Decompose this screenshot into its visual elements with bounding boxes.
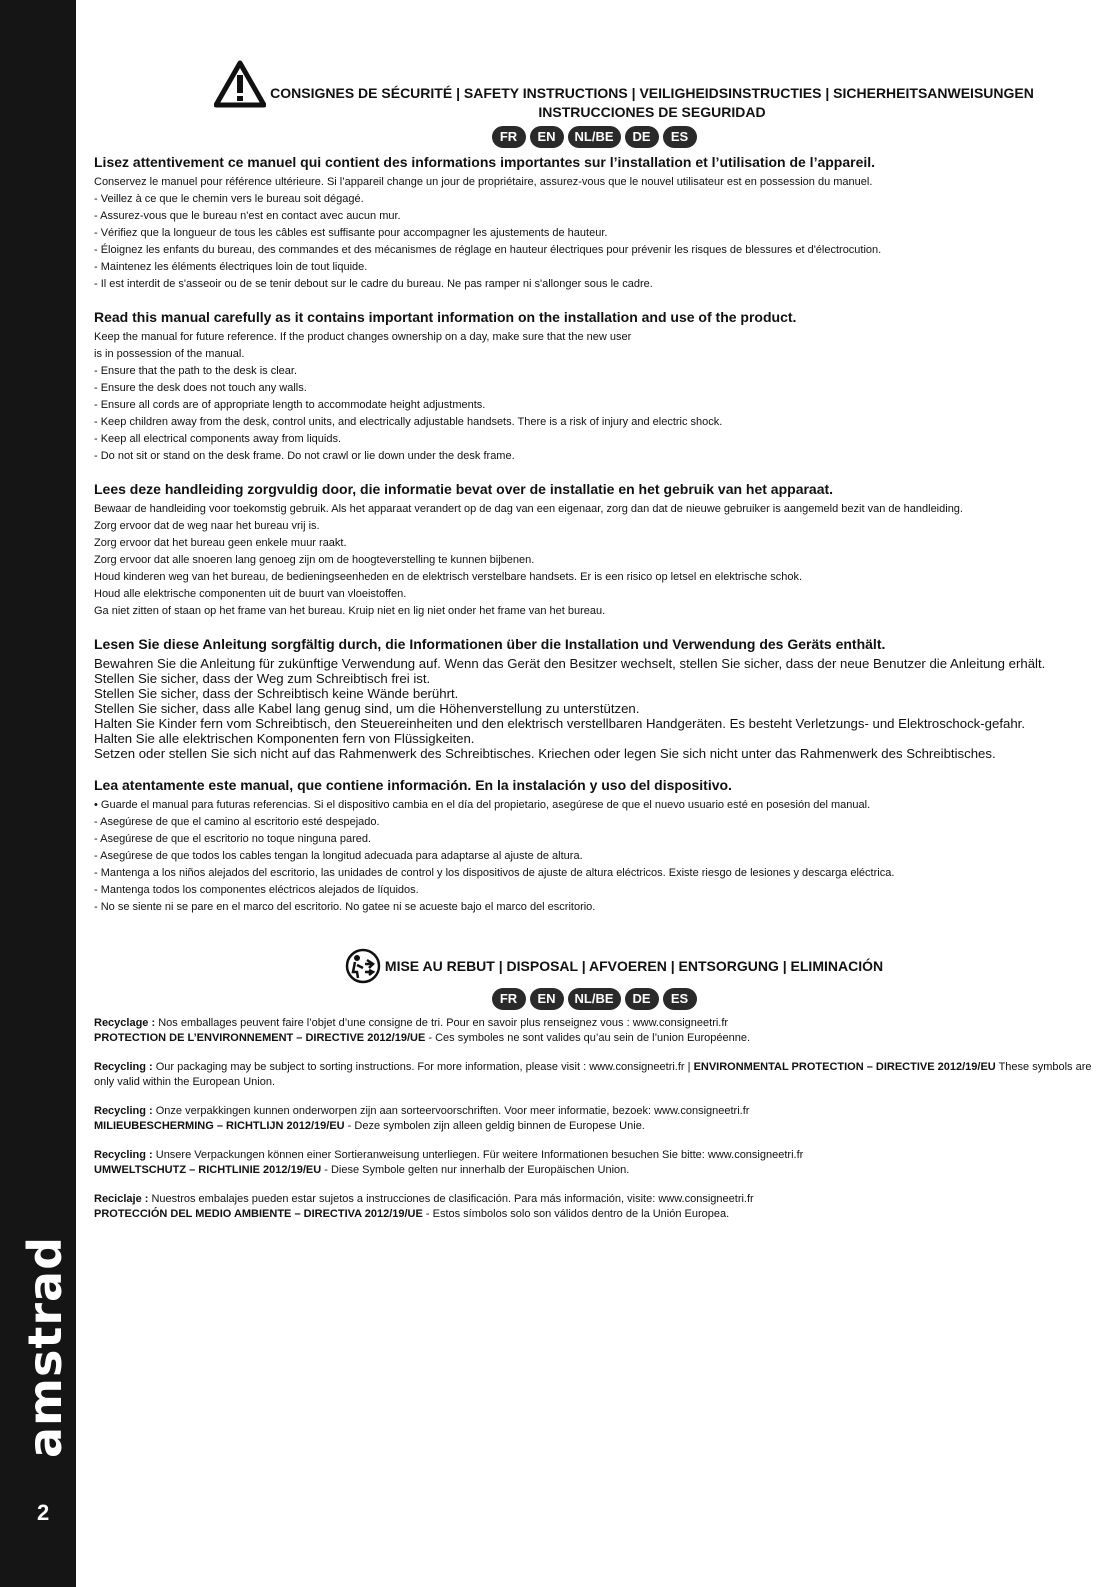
- section-heading: Read this manual carefully as it contains important information on the installation and use of the product.: [94, 309, 797, 325]
- directive-note: - Deze symbolen zijn alleen geldig binnen de Europese Unie.: [344, 1120, 645, 1132]
- recycling-block-en: [94, 1060, 1094, 1090]
- brand-logo: amstrad: [18, 1236, 72, 1458]
- instruction-line: Houd kinderen weg van het bureau, de bedieningseenheden en de elektrisch verstelbare handsets. Er is een risico op letsel en elektrische schok.: [94, 571, 803, 583]
- section-heading: Lees deze handleiding zorgvuldig door, die informatie bevat over de installatie en het gebruik van het apparaat.: [94, 481, 834, 497]
- instruction-line: - Mantenga a los niños alejados del escritorio, las unidades de control y los dispositivos de ajuste de altura eléctricos. Existe riesgo de lesiones y descarga eléctrica.: [94, 867, 895, 879]
- lang-badge-nlbe: NL/BE: [568, 988, 621, 1010]
- recycling-text: Onze verpakkingen kunnen onderworpen zijn aan sorteervoorschriften. Voor meer informatie, bezoek: www.consigneetri.fr: [152, 1105, 750, 1117]
- instruction-line: - Ensure the desk does not touch any walls.: [94, 382, 307, 394]
- instruction-line: - Éloignez les enfants du bureau, des commandes et des mécanismes de réglage en hauteur électriques pour prévenir les risques de blessures et d'électrocution.: [94, 244, 882, 256]
- recycling-block-nl: [94, 1104, 1094, 1134]
- directive-text: PROTECCIÓN DEL MEDIO AMBIENTE – DIRECTIVA 2012/19/UE: [94, 1208, 423, 1220]
- instruction-line: - Maintenez les éléments électriques loin de tout liquide.: [94, 261, 368, 273]
- directive-text: ENVIRONMENTAL PROTECTION – DIRECTIVE 2012/19/EU: [693, 1061, 996, 1073]
- section-nl: [94, 481, 1094, 620]
- page-content: [94, 60, 1094, 1236]
- instruction-line: is in possession of the manual.: [94, 348, 245, 360]
- instruction-line: - Asegúrese de que el escritorio no toque ninguna pared.: [94, 833, 372, 845]
- lang-badge-en: EN: [530, 988, 564, 1010]
- directive-note: - Ces symboles ne sont valides qu’au sein de l’union Européenne.: [425, 1032, 750, 1044]
- instruction-line: Keep the manual for future reference. If the product changes ownership on a day, make sure that the new user: [94, 331, 632, 343]
- recycling-label: Recycling :: [94, 1105, 153, 1117]
- directive-text: MILIEUBESCHERMING – RICHTLIJN 2012/19/EU: [94, 1120, 345, 1132]
- instruction-line: - Assurez-vous que le bureau n'est en contact avec aucun mur.: [94, 210, 401, 222]
- directive-text: PROTECTION DE L’ENVIRONNEMENT – DIRECTIVE 2012/19/UE: [94, 1032, 426, 1044]
- lang-badge-nlbe: NL/BE: [568, 126, 621, 148]
- instruction-line: Ga niet zitten of staan op het frame van het bureau. Kruip niet en lig niet onder het frame van het bureau.: [94, 605, 606, 617]
- recycling-label: Recycling :: [94, 1061, 153, 1073]
- instruction-line: Bewahren Sie die Anleitung für zukünftige Verwendung auf. Wenn das Gerät den Besitzer wechselt, stellen Sie sicher, dass der neue Benutzer die Anleitung erhält.: [94, 656, 1046, 671]
- section-de: [94, 636, 1094, 761]
- lang-badge-fr: FR: [492, 988, 526, 1010]
- instruction-line: Stellen Sie sicher, dass alle Kabel lang genug sind, um die Höhenverstellung zu unterstützen.: [94, 701, 640, 716]
- instruction-line: - Il est interdit de s'asseoir ou de se tenir debout sur le cadre du bureau. Ne pas ramper ni s'allonger sous le cadre.: [94, 278, 653, 290]
- recycling-text: Nos emballages peuvent faire l’objet d’une consigne de tri. Pour en savoir plus renseignez vous : www.consigneetri.fr: [155, 1017, 729, 1029]
- recycling-block-fr: [94, 1016, 1094, 1046]
- directive-text: UMWELTSCHUTZ – RICHTLINIE 2012/19/EU: [94, 1164, 322, 1176]
- section-heading: Lea atentamente este manual, que contiene información. En la instalación y uso del dispositivo.: [94, 777, 732, 793]
- safety-title-line1: CONSIGNES DE SÉCURITÉ | SAFETY INSTRUCTIONS | VEILIGHEIDSINSTRUCTIES | SICHERHEITSANWEISUNGEN: [270, 85, 1034, 101]
- warning-icon: [214, 60, 266, 108]
- page-number: 2: [37, 1500, 50, 1525]
- instruction-line: - Ensure all cords are of appropriate length to accommodate height adjustments.: [94, 399, 486, 411]
- safety-language-badges: [94, 126, 1094, 148]
- section-heading: Lesen Sie diese Anleitung sorgfältig durch, die Informationen über die Installation und Verwendung des Geräts enthält.: [94, 636, 886, 652]
- recycling-label: Reciclaje :: [94, 1193, 149, 1205]
- instruction-line: - No se siente ni se pare en el marco del escritorio. No gatee ni se acueste bajo el marco del escritorio.: [94, 901, 596, 913]
- instruction-line: Zorg ervoor dat het bureau geen enkele muur raakt.: [94, 537, 347, 549]
- instruction-line: - Vérifiez que la longueur de tous les câbles est suffisante pour accompagner les ajustements de hauteur.: [94, 227, 608, 239]
- instruction-line: - Asegúrese de que el camino al escritorio esté despejado.: [94, 816, 380, 828]
- lang-badge-en: EN: [530, 126, 564, 148]
- lang-badge-de: DE: [625, 988, 659, 1010]
- sidebar: [0, 0, 76, 1587]
- instruction-line: Setzen oder stellen Sie sich nicht auf das Rahmenwerk des Schreibtisches. Kriechen oder legen Sie sich nicht unter das Rahmenwerk des Schreibtisches.: [94, 746, 996, 761]
- section-es: [94, 777, 1094, 916]
- instruction-line: - Keep all electrical components away from liquids.: [94, 433, 342, 445]
- lang-badge-es: ES: [663, 126, 697, 148]
- instruction-line: Stellen Sie sicher, dass der Schreibtisch keine Wände berührt.: [94, 686, 459, 701]
- instruction-line: - Asegúrese de que todos los cables tengan la longitud adecuada para adaptarse al ajuste de altura.: [94, 850, 583, 862]
- instruction-line: Stellen Sie sicher, dass der Weg zum Schreibtisch frei ist.: [94, 671, 431, 686]
- instruction-line: Halten Sie alle elektrischen Komponenten fern von Flüssigkeiten.: [94, 731, 475, 746]
- directive-note: These symbols are only valid within the European Union.: [94, 1061, 1092, 1088]
- lang-badge-fr: FR: [492, 126, 526, 148]
- disposal-title: MISE AU REBUT | DISPOSAL | AFVOEREN | ENTSORGUNG | ELIMINACIÓN: [384, 958, 884, 974]
- instruction-line: - Keep children away from the desk, control units, and electrically adjustable handsets. There is a risk of injury and electric shock.: [94, 416, 723, 428]
- directive-note: - Diese Symbole gelten nur innerhalb der Europäischen Union.: [321, 1164, 630, 1176]
- instruction-line: - Veillez à ce que le chemin vers le bureau soit dégagé.: [94, 193, 364, 205]
- section-heading: Lisez attentivement ce manuel qui contient des informations importantes sur l’installation et l’utilisation de l’appareil.: [94, 154, 876, 170]
- safety-header: [154, 60, 1094, 122]
- recycling-text: Nuestros embalajes pueden estar sujetos a instrucciones de clasificación. Para más información, visite: www.consigneetri.fr: [148, 1193, 754, 1205]
- disposal-language-badges: [94, 988, 1094, 1010]
- triman-recycle-icon: [345, 948, 381, 984]
- instruction-line: Halten Sie Kinder fern vom Schreibtisch, den Steuereinheiten und den elektrisch verstellbaren Handgeräten. Es besteht Verletzungs- und Elektroschock-gefahr.: [94, 716, 1025, 731]
- instruction-line: Zorg ervoor dat alle snoeren lang genoeg zijn om de hoogteverstelling te kunnen bijbenen.: [94, 554, 535, 566]
- recycling-label: Recyclage :: [94, 1017, 156, 1029]
- recycling-label: Recycling :: [94, 1149, 153, 1161]
- lang-badge-es: ES: [663, 988, 697, 1010]
- instruction-line: Zorg ervoor dat de weg naar het bureau vrij is.: [94, 520, 320, 532]
- recycling-block-de: [94, 1148, 1094, 1178]
- safety-title-line2: INSTRUCCIONES DE SEGURIDAD: [538, 104, 766, 120]
- instruction-line: Conservez le manuel pour référence ultérieure. Si l’appareil change un jour de propriétaire, assurez-vous que le nouvel utilisateur est en possession du manuel.: [94, 176, 873, 188]
- directive-note: - Estos símbolos solo son válidos dentro de la Unión Europea.: [422, 1208, 730, 1220]
- lang-badge-de: DE: [625, 126, 659, 148]
- instruction-line: - Mantenga todos los componentes eléctricos alejados de líquidos.: [94, 884, 419, 896]
- recycling-text: Unsere Verpackungen können einer Sortieranweisung unterliegen. Für weitere Informationen besuchen Sie bitte: www.consigneetri.fr: [152, 1149, 804, 1161]
- section-en: [94, 309, 1094, 465]
- instruction-line: • Guarde el manual para futuras referencias. Si el dispositivo cambia en el día del propietario, asegúrese de que el nuevo usuario esté en posesión del manual.: [94, 799, 871, 811]
- disposal-header: [134, 948, 1094, 984]
- recycling-block-es: [94, 1192, 1094, 1222]
- instruction-line: - Ensure that the path to the desk is clear.: [94, 365, 298, 377]
- instruction-line: - Do not sit or stand on the desk frame. Do not crawl or lie down under the desk frame.: [94, 450, 515, 462]
- instruction-line: Houd alle elektrische componenten uit de buurt van vloeistoffen.: [94, 588, 407, 600]
- recycling-text: Our packaging may be subject to sorting instructions. For more information, please visit : www.consigneetri.fr |: [152, 1061, 694, 1073]
- section-fr: [94, 154, 1094, 293]
- instruction-line: Bewaar de handleiding voor toekomstig gebruik. Als het apparaat verandert op de dag van een eigenaar, zorg dan dat de nieuwe gebruiker is aangemeld bezit van de handleiding.: [94, 503, 963, 515]
